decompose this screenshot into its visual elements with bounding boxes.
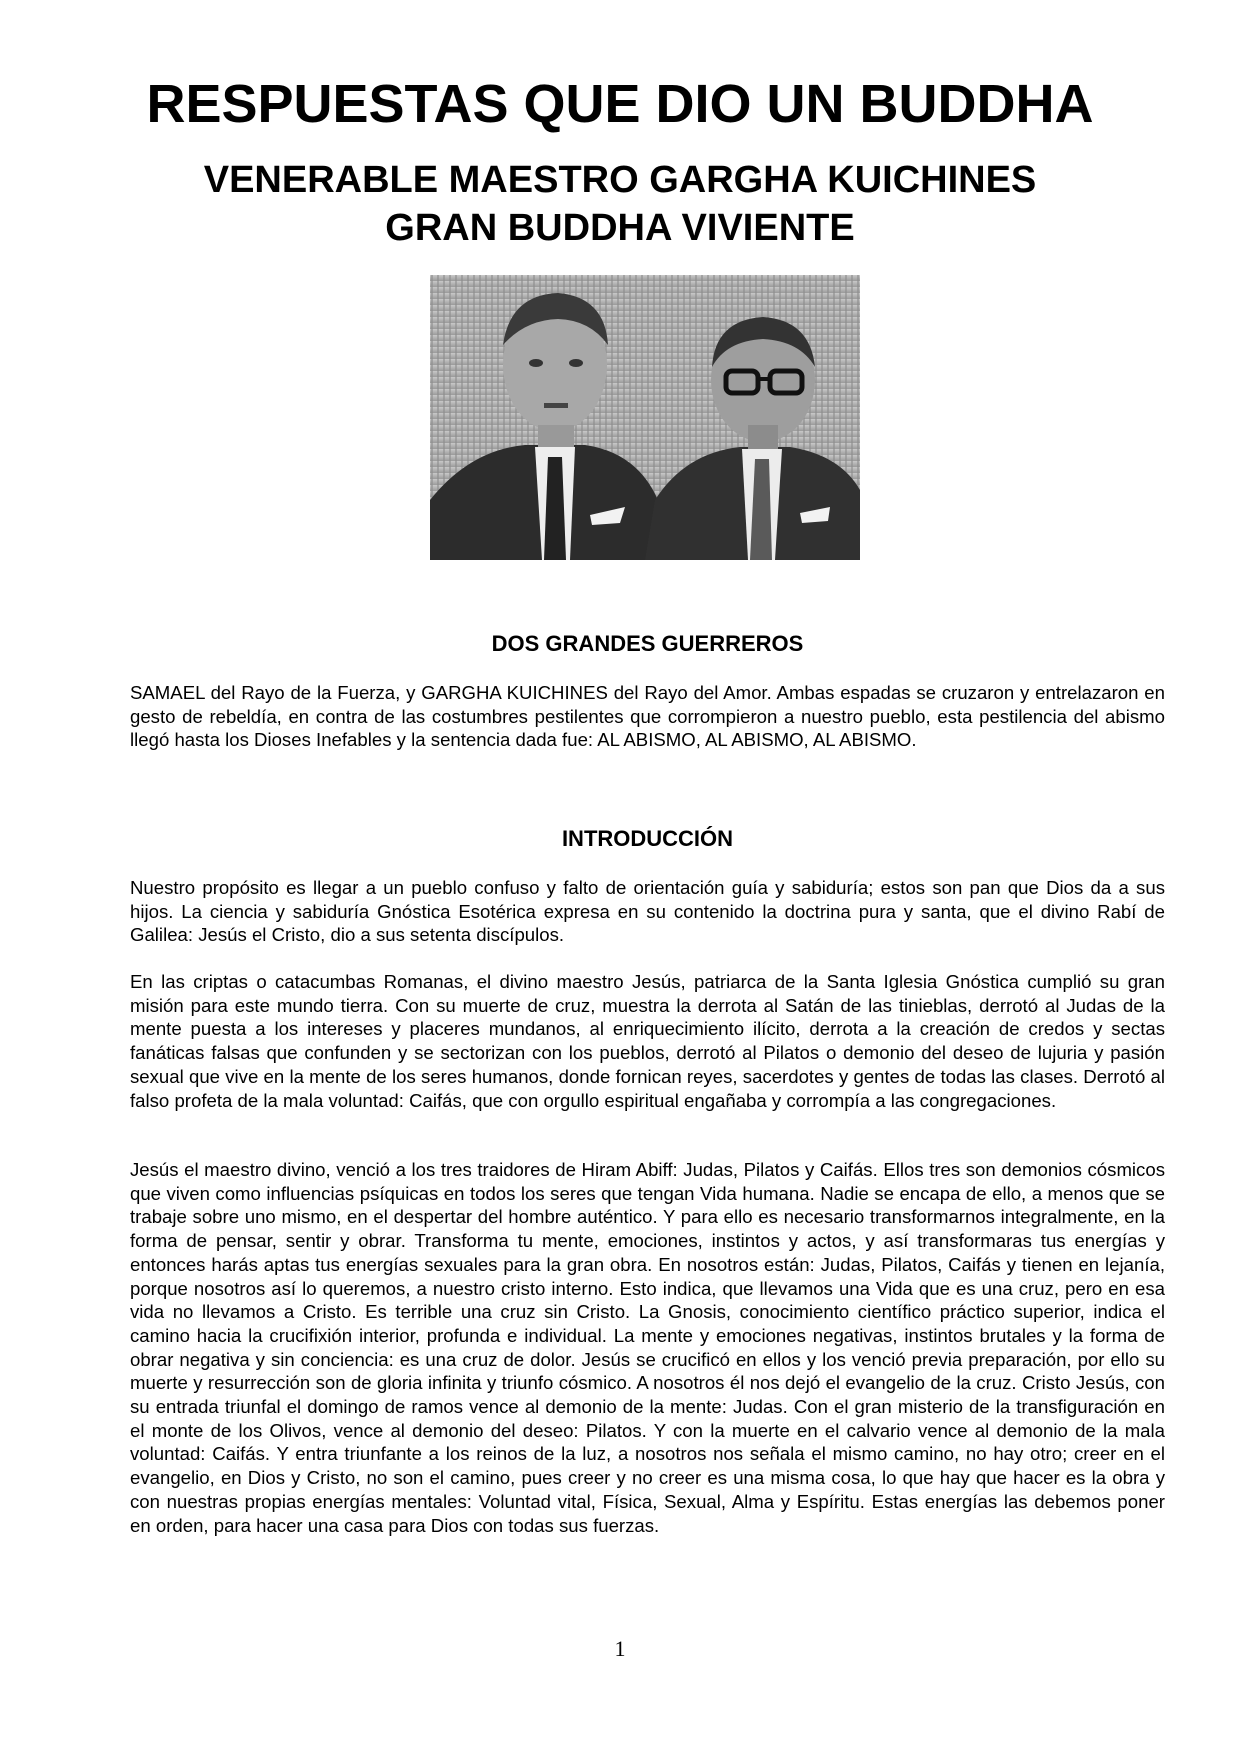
document-title: RESPUESTAS QUE DIO UN BUDDHA — [146, 74, 1094, 134]
portrait-photo — [430, 275, 860, 560]
section-heading-introduccion: INTRODUCCIÓN — [561, 826, 734, 851]
subtitle-line-2: GRAN BUDDHA VIVIENTE — [385, 207, 855, 249]
document-subtitle — [0, 156, 1240, 252]
paragraph-intro-3: Jesús el maestro divino, venció a los tres traidores de Hiram Abiff: Judas, Pilatos y Caifás. Ellos tres son demonios cósmicos que viven como influencias psíquicas en todos los seres que tengan Vida humana. Nadie se encapa de ello, a menos que se trabaje sobre uno mismo, en el despertar del hombre auténtico. Y para ello es necesario transformarnos integralmente, en la forma de pensar, sentir y obrar. Transforma tu mente, emociones, instintos y actos, y así transformaras tus energías y entonces harás aptas tus energías sexuales para la gran obra. En nosotros están: Judas, Pilatos, Caifás y tienen en lejanía, porque nosotros así lo queremos, a nuestro cristo interno. Esto indica, que llevamos una Vida que es una cruz, pero en esa vida no llevamos a Cristo. Es terrible una cruz sin Cristo. La Gnosis, conocimiento científico práctico superior, indica el camino hacia la crucifixión interior, profunda e individual. La mente y emociones negativas, instintos brutales y la forma de obrar negativa y sin conciencia: es una cruz de dolor. Jesús se crucificó en ellos y los venció previa preparación, por ello su muerte y resurrección son de gloria infinita y triunfo cósmico. A nosotros él nos dejó el evangelio de la cruz. Cristo Jesús, con su entrada triunfal el domingo de ramos vence al demonio de la mente: Judas. Con el gran misterio de la transfiguración en el monte de los Olivos, vence al demonio del deseo: Pilatos. Y con la muerte en el calvario vence al demonio de la mala voluntad: Caifás. Y entra triunfante a los reinos de la luz, a nosotros nos señala el mismo camino, no hay otro; creer en el evangelio, en Dios y Cristo, no son el camino, pues creer y no creer es una misma cosa, lo que hay que hacer es la obra y con nuestras propias energías mentales: Voluntad vital, Física, Sexual, Alma y Espíritu. Estas energías las debemos poner en orden, para hacer una casa para Dios con todas sus fuerzas. — [130, 1159, 1165, 1536]
paragraph-intro-2: En las criptas o catacumbas Romanas, el divino maestro Jesús, patriarca de la Santa Iglesia Gnóstica cumplió su gran misión para este mundo tierra. Con su muerte de cruz, muestra la derrota al Satán de las tinieblas, derrotó al Judas de la mente puesta a los intereses y placeres mundanos, al enriquecimiento ilícito, derrota a la creación de credos y sectas fanáticas falsas que confunden y se sectorizan con los pueblos, derrotó al Pilatos o demonio del deseo de lujuria y pasión sexual que vive en la mente de los seres humanos, donde fornican reyes, sacerdotes y gentes de todas las clases. Derrotó al falso profeta de la mala voluntad: Caifás, que con orgullo espiritual engañaba y corrompía a las congregaciones. — [130, 971, 1165, 1111]
section-heading-guerreros: DOS GRANDES GUERREROS — [491, 631, 804, 656]
portrait-photo-image — [430, 275, 860, 560]
paragraph-intro-1: Nuestro propósito es llegar a un pueblo confuso y falto de orientación guía y sabiduría; estos son pan que Dios da a sus hijos. La ciencia y sabiduría Gnóstica Esotérica expresa en su contenido la doctrina pura y santa, que el divino Rabí de Galilea: Jesús el Cristo, dio a sus setenta discípulos. — [130, 877, 1165, 946]
paragraph-guerreros: SAMAEL del Rayo de la Fuerza, y GARGHA KUICHINES del Rayo del Amor. Ambas espadas se cruzaron y entrelazaron en gesto de rebeldía, en contra de las costumbres pestilentes que corrompieron a nuestro pueblo, esta pestilencia del abismo llegó hasta los Dioses Inefables y la sentencia dada fue: AL ABISMO, AL ABISMO, AL ABISMO. — [130, 682, 1165, 751]
subtitle-line-1: VENERABLE MAESTRO GARGHA KUICHINES — [203, 159, 1037, 201]
page-number: 1 — [614, 1636, 626, 1661]
